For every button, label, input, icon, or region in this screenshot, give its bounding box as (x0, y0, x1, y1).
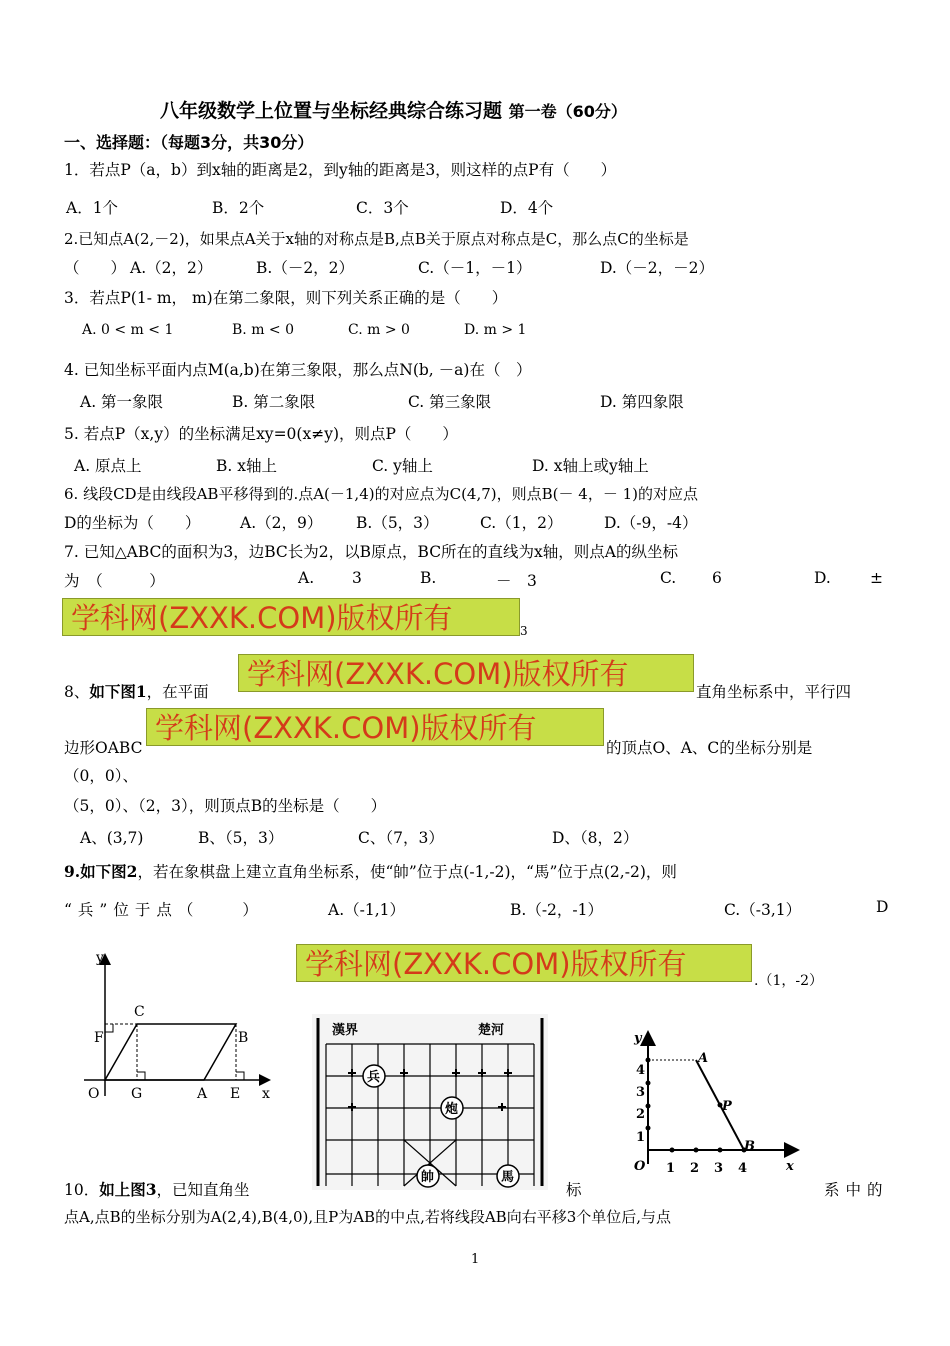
q8-option-b: B、（5，3） (198, 829, 284, 847)
label-f: F (94, 1030, 104, 1046)
watermark-banner: 学科网(ZXXK.COM)版权所有 (62, 598, 520, 636)
label-y: y (634, 1031, 642, 1046)
q10-text-b: 标 (566, 1181, 582, 1199)
q7-option-c-value: 6 (712, 569, 722, 587)
q9-text: ，若在象棋盘上建立直角坐标系，使“帥”位于点(-1,-2)，“馬”位于点(2,-2)，则 (137, 863, 677, 881)
q3-text: 3．若点P(1- m， m)在第二象限，则下列关系正确的是（ ） (64, 289, 508, 307)
label-a: A (197, 1086, 208, 1102)
label-b: B (744, 1139, 755, 1154)
q7-text: 7. 已知△ABC的面积为3，边BC长为2，以B原点，BC所在的直线为x轴，则点A的纵坐标 (64, 543, 678, 561)
q8-option-a: A、(3,7) (80, 829, 144, 847)
q9-line1 (64, 860, 677, 882)
q7-option-a-label: A. (298, 569, 315, 587)
label-g: G (131, 1086, 143, 1102)
q4-option-d: D. 第四象限 (600, 393, 684, 411)
q5-option-b: B. x轴上 (216, 457, 277, 475)
q6-option-a: A.（2，9） (240, 514, 323, 532)
q1-option-d: D．4个 (500, 199, 554, 217)
q10-text-d: 点A,点B的坐标分别为A(2,4),B(4,0),且P为AB的中点,若将线段AB向右平移3个单位后,与点 (64, 1208, 672, 1226)
q6-text: 6. 线段CD是由线段AB平移得到的.点A(－1,4)的对应点为C(4,7)，则点B(－ 4，－ 1)的对应点 (64, 485, 698, 503)
q4-option-c: C. 第三象限 (408, 393, 492, 411)
q7-option-d-cont: 3 (520, 624, 528, 638)
q9-blank: “兵”位于点（ ） (64, 901, 264, 919)
right-angle-g (137, 1072, 145, 1080)
tick-y3: 3 (636, 1085, 646, 1100)
label-e: E (230, 1086, 241, 1102)
q9-option-d: D (876, 898, 889, 916)
q7-blank: 为 （ ） (64, 572, 165, 590)
q8-text-c: 边形OABC (64, 739, 143, 757)
figure2-chessboard (312, 1014, 548, 1190)
q4-option-b: B. 第二象限 (232, 393, 316, 411)
q2-option-c: C.（－1，－1） (418, 259, 532, 277)
figure1-parallelogram (76, 946, 286, 1106)
q7-option-a-value: 3 (352, 569, 362, 587)
title-sub: 第一卷（60分） (508, 102, 627, 121)
label-a: A (698, 1051, 709, 1066)
q5-option-c: C. y轴上 (372, 457, 433, 475)
q9-figure-ref: 9.如下图2 (64, 862, 138, 881)
q3-option-c: C. m > 0 (348, 322, 410, 338)
tick-x1: 1 (666, 1161, 676, 1176)
piece-shuai-label: 帥 (421, 1170, 435, 1185)
q1-option-c: C．3个 (356, 199, 409, 217)
q10-text-a: ，已知直角坐 (156, 1181, 250, 1199)
q6-option-d: D.（-9，-4） (604, 514, 698, 532)
q8-text-a: ，在平面 (146, 683, 209, 701)
q1-option-a: A．1个 (66, 199, 119, 217)
q9-option-a: A.（-1,1） (328, 901, 406, 919)
label-y: y (96, 950, 104, 966)
q9-option-c: C.（-3,1） (724, 901, 802, 919)
tick-y4: 4 (636, 1063, 646, 1078)
tick-x4: 4 (738, 1161, 748, 1176)
q3-option-a: A. 0 < m < 1 (82, 322, 174, 338)
page-title (160, 96, 627, 123)
q9-option-d-cont: .（1，-2） (754, 973, 823, 989)
q1-option-b: B．2个 (212, 199, 265, 217)
tick-x3: 3 (714, 1161, 724, 1176)
q8-text-f: （5，0）、（2，3），则顶点B的坐标是（ ） (64, 797, 387, 815)
q7-option-d-label: D. (814, 569, 831, 587)
q10-line1 (64, 1178, 250, 1200)
q1-text: 1．若点P（a，b）到x轴的距离是2，到y轴的距离是3，则这样的点P有（ ） (64, 161, 617, 179)
piece-ma-label: 馬 (501, 1170, 515, 1185)
q8-text-b: 直角坐标系中，平行四 (696, 683, 852, 701)
q7-option-b-value: － 3 (496, 572, 537, 590)
section-heading: 一、选择题：（每题3分，共30分） (64, 133, 314, 152)
q6-option-b: B.（5，3） (356, 514, 439, 532)
q5-option-d: D. x轴上或y轴上 (532, 457, 649, 475)
watermark-banner: 学科网(ZXXK.COM)版权所有 (296, 944, 752, 982)
piece-bing-label: 兵 (367, 1070, 381, 1085)
figure3-coordinate (628, 1024, 808, 1176)
q8-number: 8、 (64, 683, 90, 701)
page-number: 1 (471, 1252, 480, 1267)
label-b: B (238, 1030, 249, 1046)
tick-y1: 1 (636, 1130, 646, 1145)
right-angle-e (236, 1072, 244, 1080)
q4-option-a: A. 第一象限 (80, 393, 164, 411)
label-p: P (722, 1099, 732, 1114)
q8-text-d: 的顶点O、A、C的坐标分别是 (606, 739, 813, 757)
q2-text: 2.已知点A(2,－2)，如果点A关于x轴的对称点是B,点B关于原点对称点是C，那么点C的坐标是 (64, 230, 689, 248)
q8-line1 (64, 680, 209, 702)
river-right: 楚河 (478, 1023, 505, 1038)
q6-option-c: C.（1，2） (480, 514, 563, 532)
tick-x2: 2 (690, 1161, 700, 1176)
q8-text-e: （0，0）、 (64, 767, 138, 785)
q2-option-d: D.（－2，－2） (600, 259, 715, 277)
q2-option-a: A.（2，2） (130, 259, 213, 277)
q7-option-d-value: ± (870, 569, 883, 587)
q6-blank: D的坐标为（ ） (64, 514, 201, 532)
q5-text: 5. 若点P（x,y）的坐标满足xy=0(x≠y)，则点P（ ） (64, 425, 458, 443)
q8-figure-ref: 如下图1 (89, 682, 147, 701)
q10-figure-ref: 如上图3 (99, 1180, 157, 1199)
label-x: x (262, 1086, 270, 1102)
tick-y2: 2 (636, 1107, 646, 1122)
q8-option-c: C、（7，3） (358, 829, 444, 847)
watermark-banner: 学科网(ZXXK.COM)版权所有 (146, 708, 604, 746)
label-c: C (134, 1004, 145, 1020)
q3-option-d: D. m > 1 (464, 322, 527, 338)
title-main: 八年级数学上位置与坐标经典综合练习题 (160, 100, 503, 122)
watermark-banner: 学科网(ZXXK.COM)版权所有 (238, 654, 694, 692)
label-o: O (88, 1086, 100, 1102)
q3-option-b: B. m < 0 (232, 322, 295, 338)
q10-text-c: 系中的 (824, 1181, 889, 1199)
q9-option-b: B.（-2，-1） (510, 901, 604, 919)
q10-number: 10． (64, 1181, 100, 1199)
piece-pao-label: 炮 (445, 1102, 459, 1117)
q5-option-a: A. 原点上 (74, 457, 142, 475)
river-left: 漢界 (332, 1023, 359, 1038)
q7-option-c-label: C. (660, 569, 677, 587)
q8-option-d: D、（8，2） (552, 829, 639, 847)
q2-option-b: B.（－2，2） (256, 259, 355, 277)
right-angle-f (105, 1024, 113, 1032)
label-o: O (634, 1159, 646, 1174)
label-x: x (786, 1159, 794, 1174)
parallelogram-shape (105, 1024, 236, 1080)
q2-blank: （ ） (64, 259, 127, 277)
q7-option-b-label: B. (420, 569, 437, 587)
q4-text: 4. 已知坐标平面内点M(a,b)在第三象限，那么点N(b, －a)在（ ） (64, 361, 532, 379)
